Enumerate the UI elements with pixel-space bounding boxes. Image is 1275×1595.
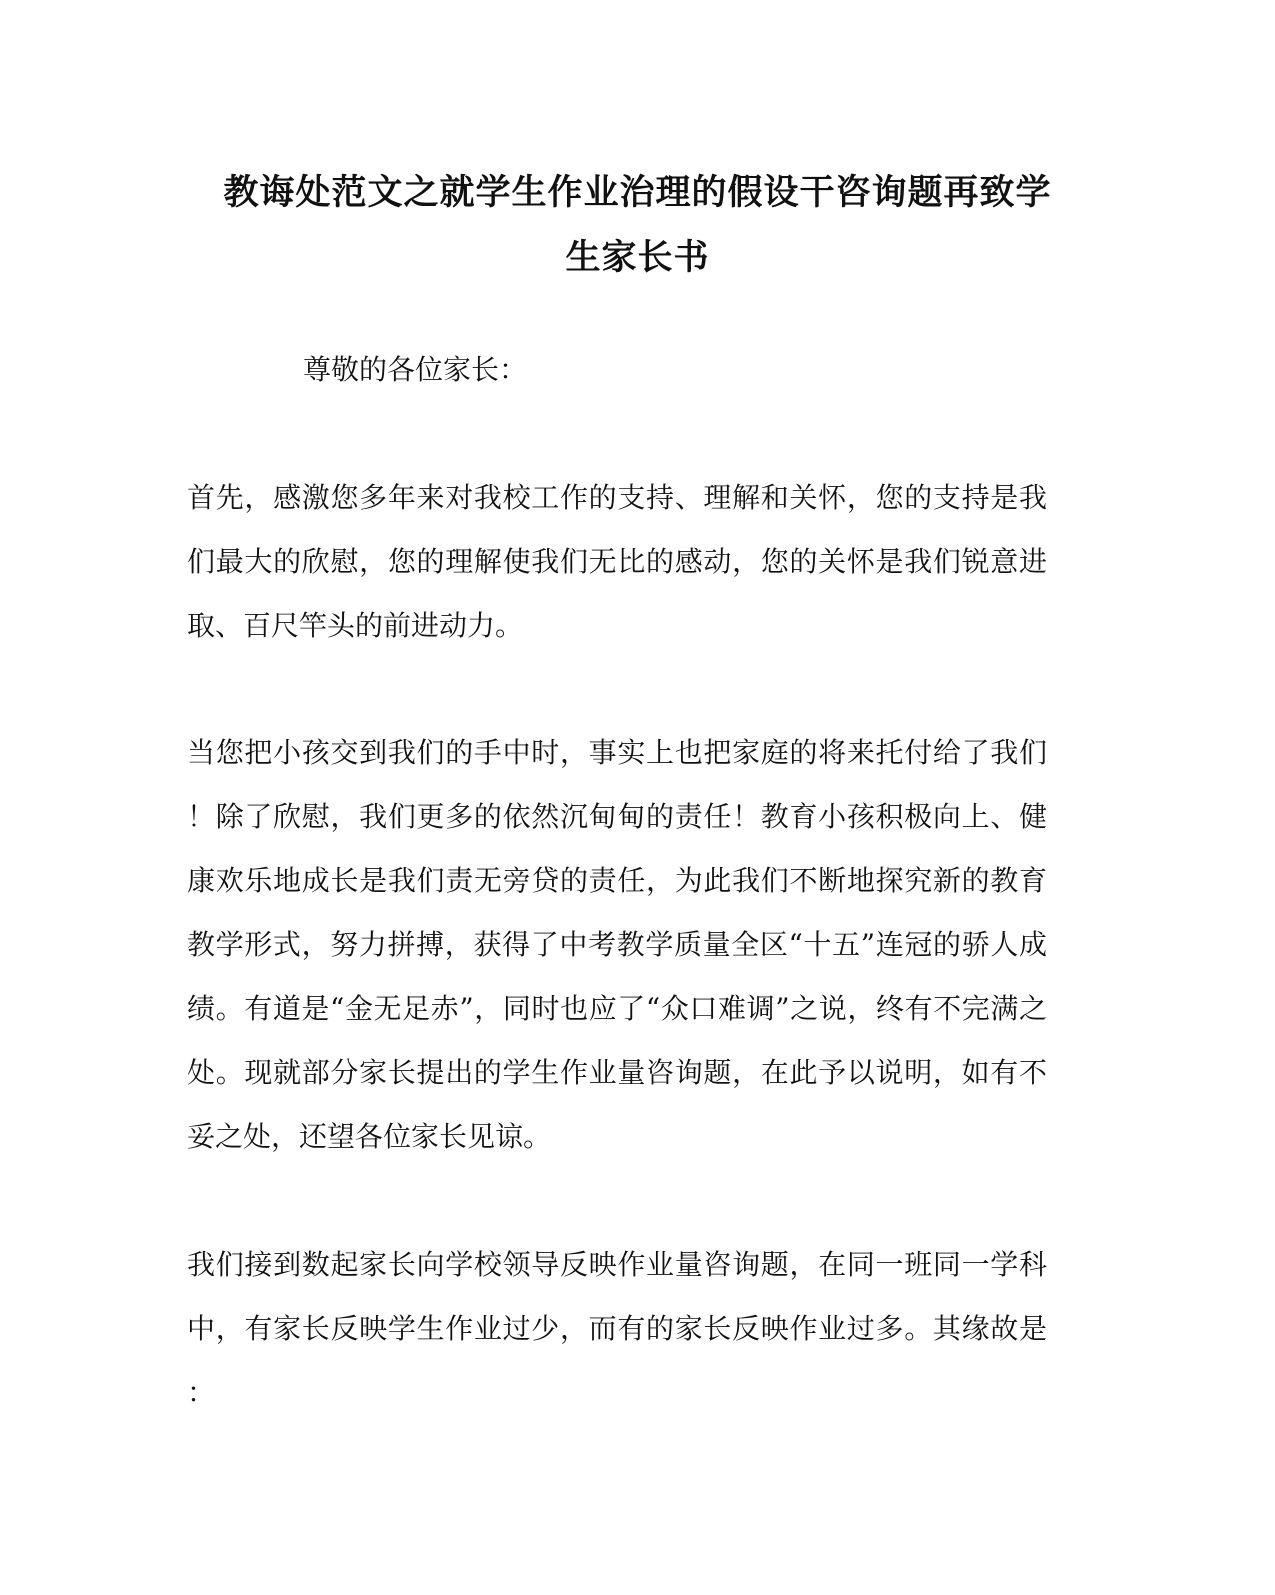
document-title-line-2: 生家长书	[565, 237, 710, 278]
document-title-line-1: 教诲处范文之就学生作业治理的假设干咨询题再致学	[223, 172, 1052, 213]
paragraph-1-line-2: 们最大的欣慰，您的理解使我们无比的感动，您的关怀是我们锐意进	[187, 545, 1047, 578]
paragraph-2-line-1: 当您把小孩交到我们的手中时，事实上也把家庭的将来托付给了我们	[187, 736, 1047, 769]
paragraph-2-line-3: 康欢乐地成长是我们责无旁贷的责任，为此我们不断地探究新的教育	[187, 864, 1047, 897]
paragraph-3-line-1: 我们接到数起家长向学校领导反映作业量咨询题，在同一班同一学科	[187, 1248, 1047, 1281]
paragraph-2-line-2: ！除了欣慰，我们更多的依然沉甸甸的责任！教育小孩积极向上、健	[187, 800, 1047, 833]
paragraph-1-line-3: 取、百尺竿头的前进动力。	[187, 609, 524, 642]
salutation: 尊敬的各位家长：	[303, 353, 528, 386]
paragraph-3-line-2: 中，有家长反映学生作业过少，而有的家长反映作业过多。其缘故是	[187, 1312, 1047, 1345]
paragraph-2-line-7: 妥之处，还望各位家长见谅。	[187, 1120, 552, 1153]
paragraph-3-line-3: ：	[187, 1376, 216, 1409]
paragraph-1-line-1: 首先，感激您多年来对我校工作的支持、理解和关怀，您的支持是我	[187, 481, 1047, 514]
paragraph-2-line-5: 绩。有道是“金无足赤”，同时也应了“众口难调”之说，终有不完满之	[187, 992, 1047, 1025]
paragraph-2-line-6: 处。现就部分家长提出的学生作业量咨询题，在此予以说明，如有不	[187, 1056, 1047, 1089]
paragraph-2-line-4: 教学形式，努力拼搏，获得了中考教学质量全区“十五”连冠的骄人成	[187, 928, 1047, 961]
